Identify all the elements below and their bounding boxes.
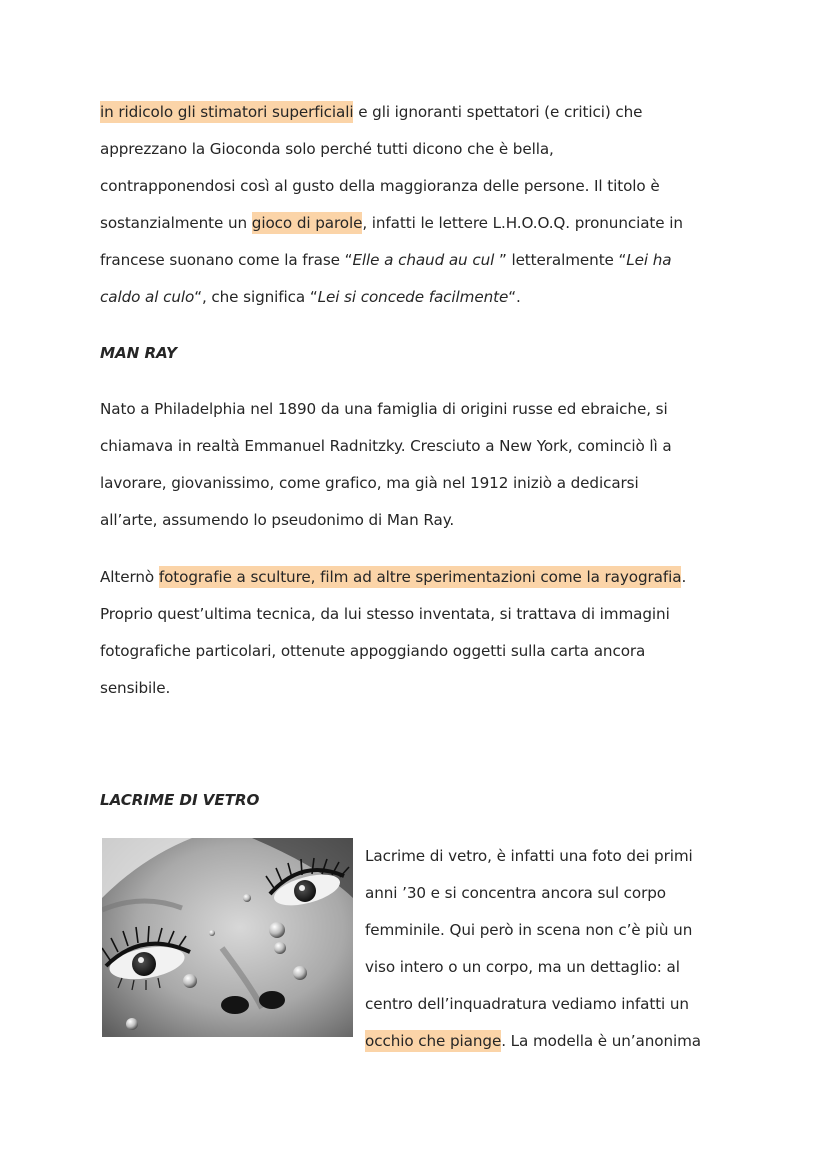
text-line: viso intero o un corpo, ma un dettaglio: al [365, 958, 680, 976]
text-line: Lacrime di vetro, è infatti una foto dei primi [365, 847, 693, 865]
highlight: fotografie a sculture, film ad altre sperimentazioni come la rayografia [158, 568, 682, 586]
text-line: all’arte, assumendo lo pseudonimo di Man Ray. [100, 511, 455, 529]
text-line: in ridicolo gli stimatori superficiali e gli ignoranti spettatori (e critici) che [100, 103, 643, 121]
tears-photo-illustration [102, 838, 353, 1037]
text-line: femminile. Qui però in scena non c’è più un [365, 921, 693, 939]
text-line: caldo al culo“, che significa “Lei si concede facilmente“. [100, 288, 521, 306]
text-line: centro dell’inquadratura vediamo infatti un [365, 995, 689, 1013]
text-line: lavorare, giovanissimo, come grafico, ma già nel 1912 iniziò a dedicarsi [100, 474, 639, 492]
text-line: contrapponendosi così al gusto della maggioranza delle persone. Il titolo è [100, 177, 660, 195]
paragraph-biography [100, 391, 730, 539]
paragraph-rayografia [100, 559, 730, 707]
paragraph-lacrime [365, 838, 730, 1060]
tears-photo [102, 838, 353, 1037]
text-line: francese suonano come la frase “Elle a chaud au cul ” letteralmente “Lei ha [100, 251, 672, 269]
text-line: occhio che piange. La modella è un’anonima [365, 1032, 702, 1050]
highlight: gioco di parole [251, 214, 363, 232]
highlight: occhio che piange [365, 1032, 502, 1050]
text-line: fotografiche particolari, ottenute appoggiando oggetti sulla carta ancora [100, 642, 646, 660]
section-heading-lacrime-di-vetro: LACRIME DI VETRO [100, 791, 260, 809]
text-line: Nato a Philadelphia nel 1890 da una famiglia di origini russe ed ebraiche, si [100, 400, 668, 418]
text-line: sostanzialmente un gioco di parole, infatti le lettere L.H.O.O.Q. pronunciate in [100, 214, 683, 232]
text-line: sensibile. [100, 679, 171, 697]
text-line: apprezzano la Gioconda solo perché tutti dicono che è bella, [100, 140, 554, 158]
text-line: Proprio quest’ultima tecnica, da lui stesso inventata, si trattava di immagini [100, 605, 670, 623]
text-line: Alternò fotografie a sculture, film ad altre sperimentazioni come la rayografia. [100, 568, 687, 586]
paragraph-lhooq [100, 94, 730, 316]
text-line: chiamava in realtà Emmanuel Radnitzky. Cresciuto a New York, cominciò lì a [100, 437, 672, 455]
text-line: anni ’30 e si concentra ancora sul corpo [365, 884, 666, 902]
section-heading-man-ray: MAN RAY [100, 344, 177, 362]
highlight: in ridicolo gli stimatori superficiali [100, 103, 354, 121]
